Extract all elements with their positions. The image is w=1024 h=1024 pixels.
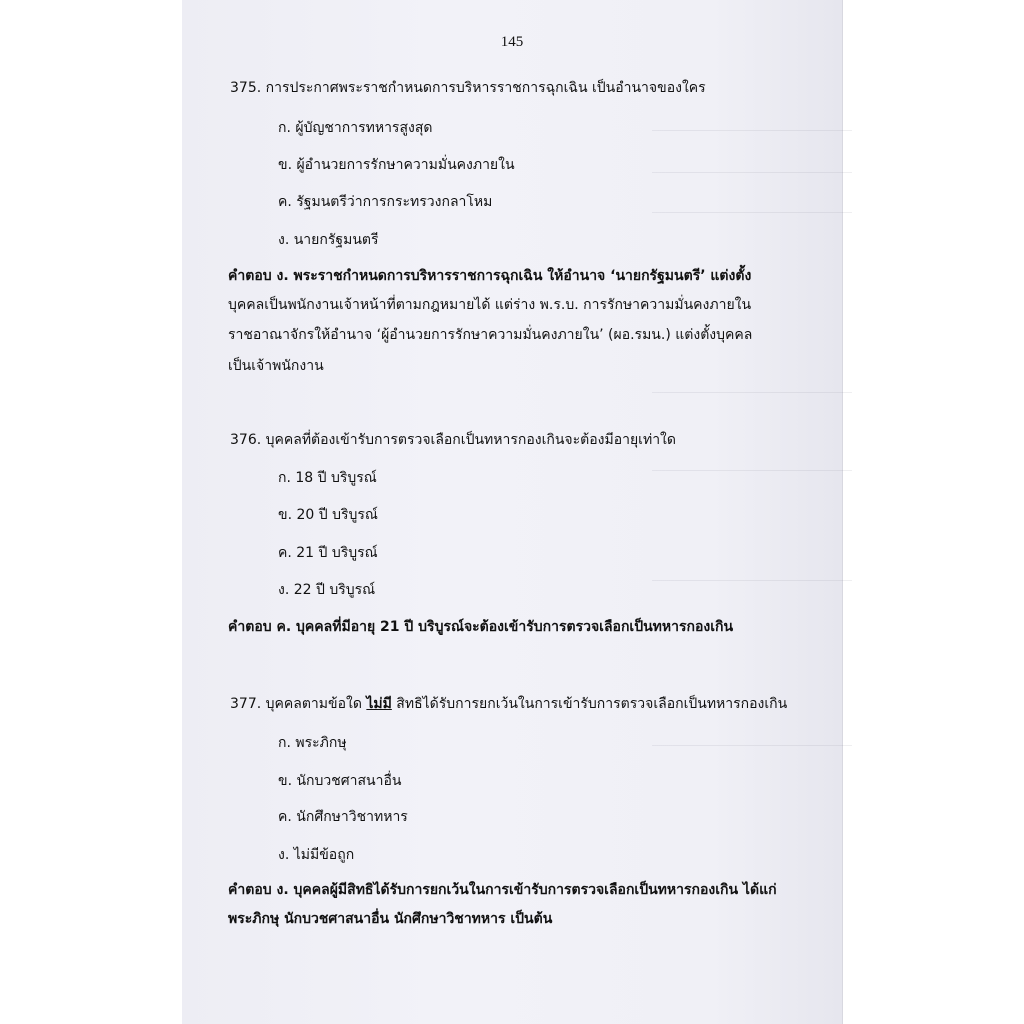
question-377	[230, 694, 787, 714]
answer-377-line-2: พระภิกษุ นักบวชศาสนาอื่น นักศึกษาวิชาทหาร เป็นต้น	[228, 911, 553, 927]
show-through-line	[652, 172, 852, 173]
show-through-line	[652, 392, 852, 393]
question-377-emphasis: ไม่มี	[366, 696, 392, 712]
answer-375-line-1: คำตอบ ง. พระราชกำหนดการบริหารราชการฉุกเฉิน ให้อำนาจ ‘นายกรัฐมนตรี’ แต่งตั้ง	[228, 268, 752, 284]
question-377-suffix: สิทธิได้รับการยกเว้นในการเข้ารับการตรวจเลือกเป็นทหารกองเกิน	[391, 696, 788, 712]
book-page	[182, 0, 842, 1024]
page-number: 145	[500, 34, 524, 50]
answer-376-line-1: คำตอบ ค. บุคคลที่มีอายุ 21 ปี บริบูรณ์จะต้องเข้ารับการตรวจเลือกเป็นทหารกองเกิน	[228, 619, 734, 635]
answer-375-line-4: เป็นเจ้าพนักงาน	[228, 358, 324, 374]
answer-377-line-1: คำตอบ ง. บุคคลผู้มีสิทธิได้รับการยกเว้นในการเข้ารับการตรวจเลือกเป็นทหารกองเกิน ได้แก่	[228, 882, 777, 898]
option-376-b: ข. 20 ปี บริบูรณ์	[278, 507, 378, 523]
question-375: 375. การประกาศพระราชกำหนดการบริหารราชการฉุกเฉิน เป็นอำนาจของใคร	[230, 80, 706, 96]
option-375-d: ง. นายกรัฐมนตรี	[278, 232, 379, 248]
option-375-b: ข. ผู้อำนวยการรักษาความมั่นคงภายใน	[278, 157, 515, 173]
show-through-line	[652, 130, 852, 131]
show-through-line	[652, 745, 852, 746]
answer-375-line-3: ราชอาณาจักรให้อำนาจ ‘ผู้อำนวยการรักษาความมั่นคงภายใน’ (ผอ.รมน.) แต่งตั้งบุคคล	[228, 327, 753, 343]
option-375-a: ก. ผู้บัญชาการทหารสูงสุด	[278, 120, 433, 136]
option-377-d: ง. ไม่มีข้อถูก	[278, 847, 355, 863]
option-377-c: ค. นักศึกษาวิชาทหาร	[278, 809, 408, 825]
show-through-line	[652, 580, 852, 581]
show-through-line	[652, 212, 852, 213]
option-375-c: ค. รัฐมนตรีว่าการกระทรวงกลาโหม	[278, 194, 493, 210]
option-377-a: ก. พระภิกษุ	[278, 735, 347, 751]
option-376-d: ง. 22 ปี บริบูรณ์	[278, 582, 376, 598]
question-377-prefix: 377. บุคคลตามข้อใด	[230, 696, 367, 712]
question-376: 376. บุคคลที่ต้องเข้ารับการตรวจเลือกเป็นทหารกองเกินจะต้องมีอายุเท่าใด	[230, 432, 676, 448]
option-376-a: ก. 18 ปี บริบูรณ์	[278, 470, 377, 486]
option-376-c: ค. 21 ปี บริบูรณ์	[278, 545, 378, 561]
answer-375-line-2: บุคคลเป็นพนักงานเจ้าหน้าที่ตามกฎหมายได้ แต่ร่าง พ.ร.บ. การรักษาความมั่นคงภายใน	[228, 297, 752, 313]
show-through-line	[652, 470, 852, 471]
option-377-b: ข. นักบวชศาสนาอื่น	[278, 773, 402, 789]
